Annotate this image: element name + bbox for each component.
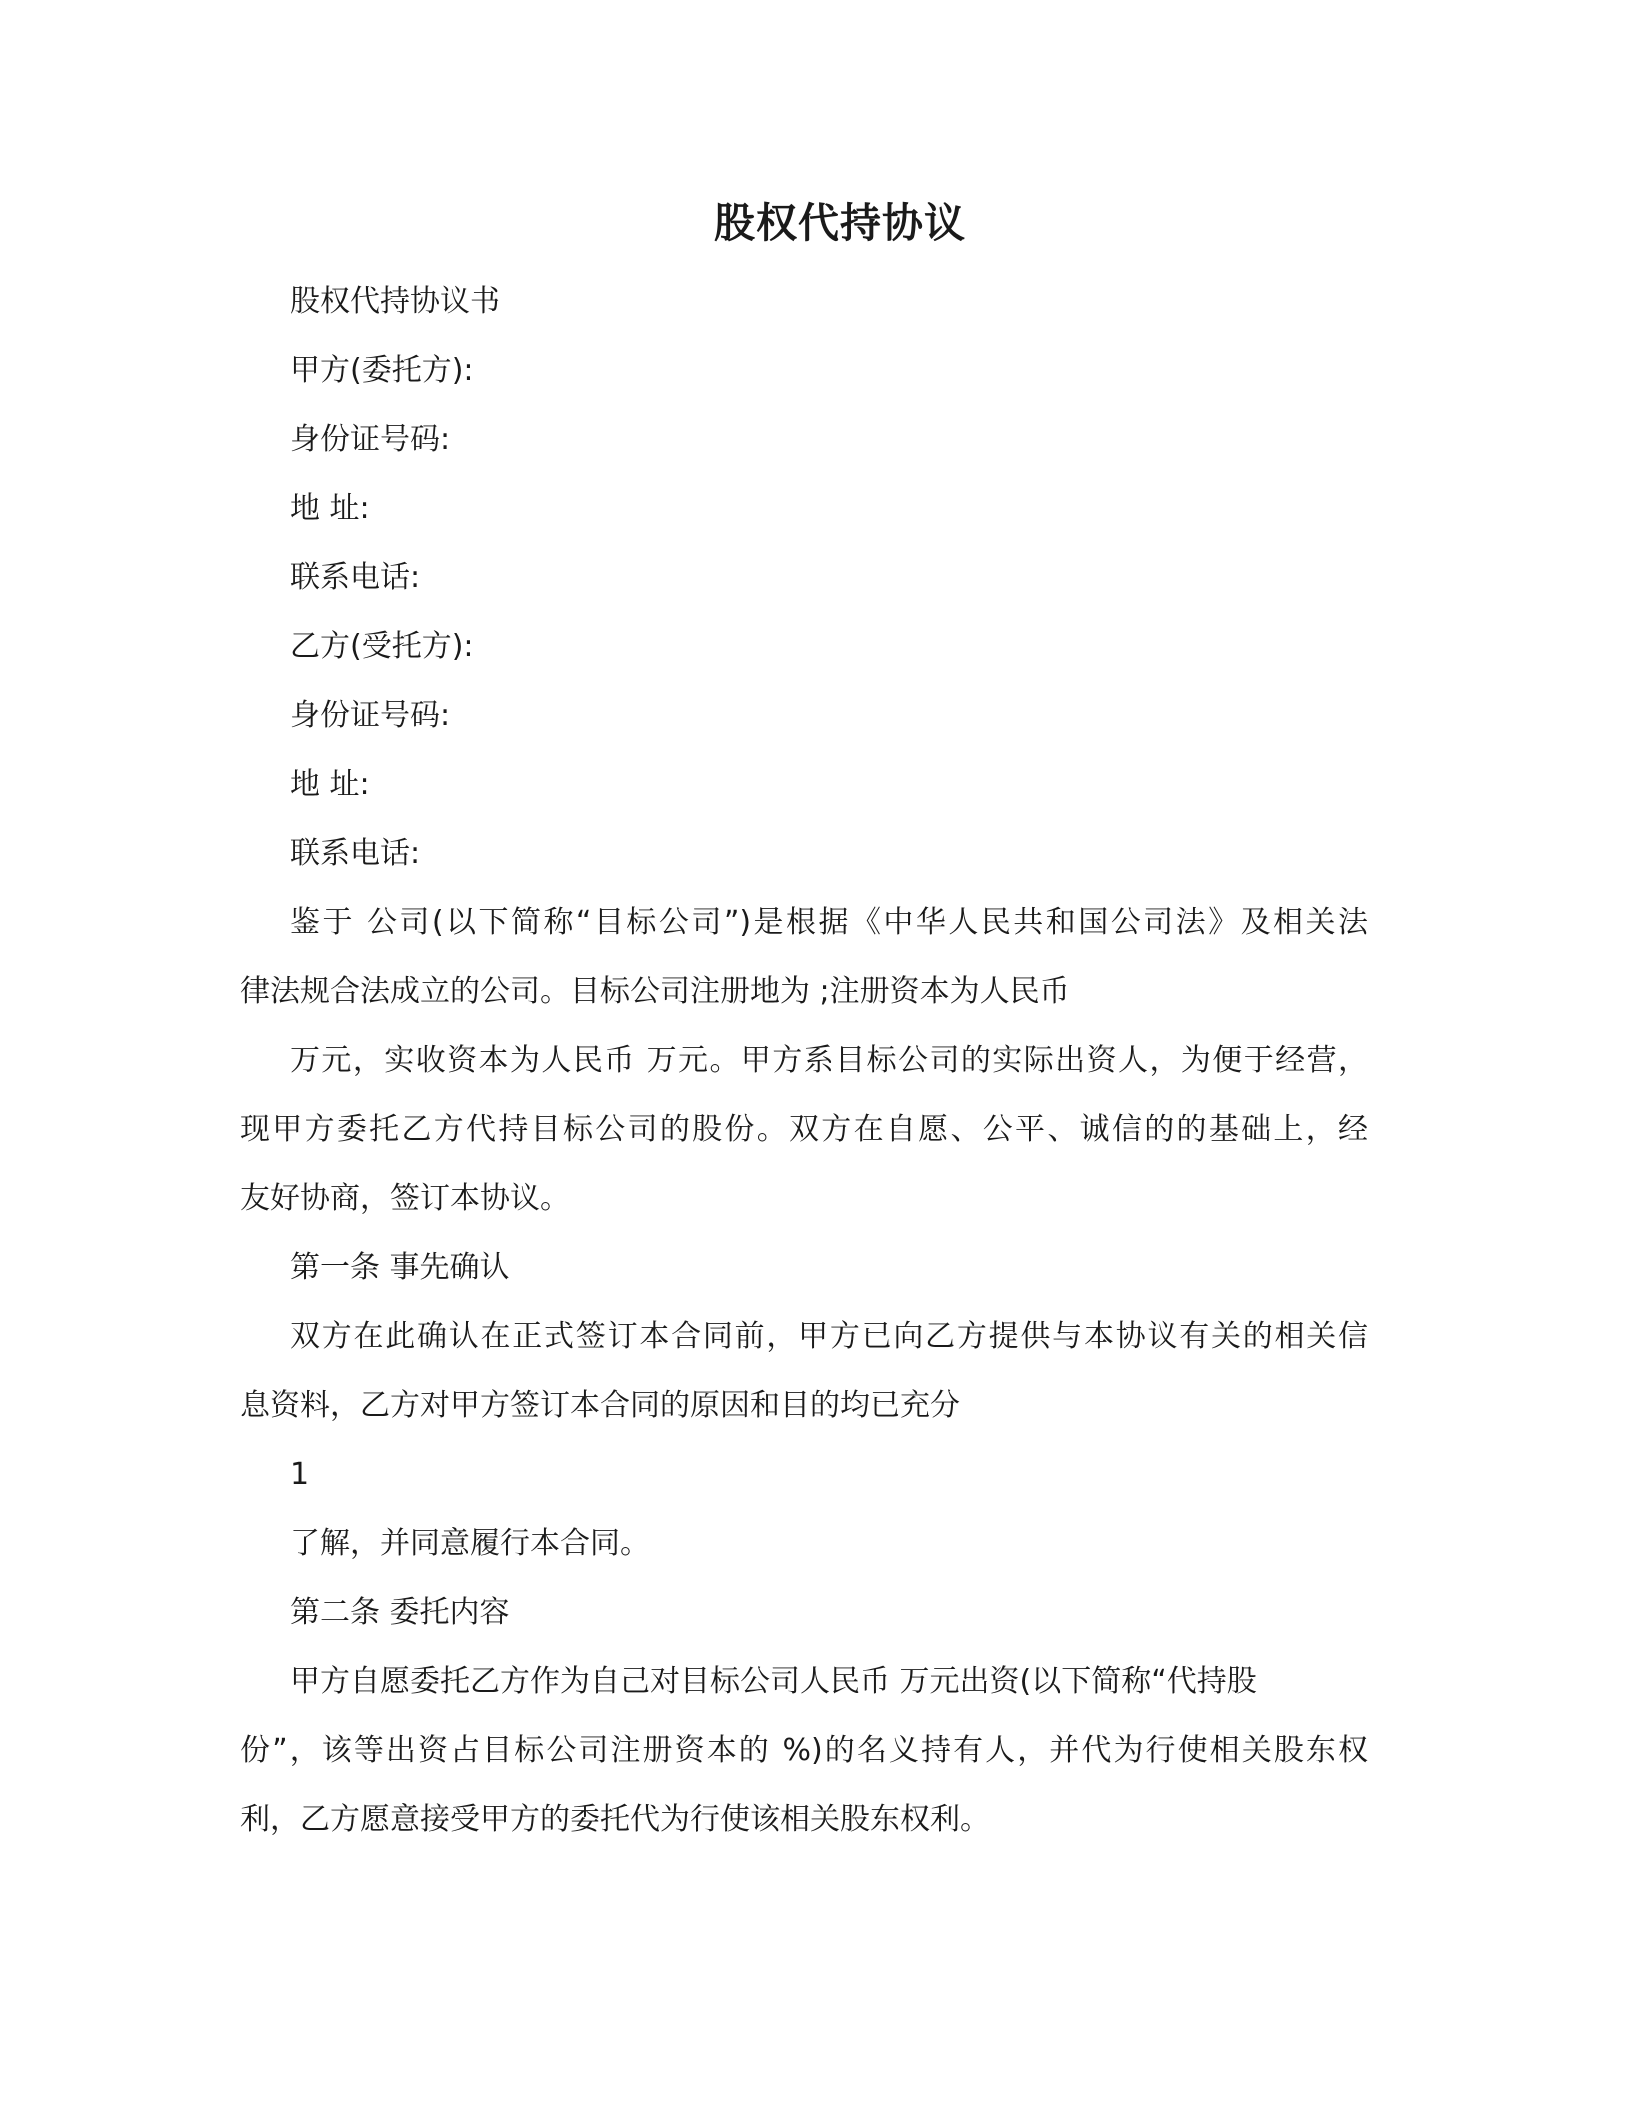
article-heading: 第一条 事先确认 <box>290 1250 510 1285</box>
paragraph-line: 息资料，乙方对甲方签订本合同的原因和目的均已充分 <box>240 1388 960 1423</box>
paragraph-line: 鉴于 公司(以下简称“目标公司”)是根据《中华人民共和国公司法》及相关法 <box>290 905 1368 940</box>
article-heading: 第二条 委托内容 <box>290 1595 510 1630</box>
document-title: 股权代持协议 <box>714 199 966 247</box>
subtitle-line: 股权代持协议书 <box>290 284 500 319</box>
paragraph-line: 了解，并同意履行本合同。 <box>290 1526 650 1561</box>
party-b-phone-label: 联系电话: <box>290 836 421 871</box>
page-number: 1 <box>290 1457 310 1492</box>
paragraph-line: 现甲方委托乙方代持目标公司的股份。双方在自愿、公平、诚信的的基础上，经 <box>240 1112 1368 1147</box>
party-b-id-label: 身份证号码: <box>290 698 451 733</box>
paragraph-line: 利，乙方愿意接受甲方的委托代为行使该相关股东权利。 <box>240 1802 990 1837</box>
paragraph-line: 友好协商，签订本协议。 <box>240 1181 570 1216</box>
party-b-address-label: 地 址: <box>290 767 370 802</box>
party-a-label: 甲方(委托方): <box>290 353 474 388</box>
party-b-label: 乙方(受托方): <box>290 629 474 664</box>
party-a-id-label: 身份证号码: <box>290 422 451 457</box>
party-a-address-label: 地 址: <box>290 491 370 526</box>
paragraph-line: 甲方自愿委托乙方作为自己对目标公司人民币 万元出资(以下简称“代持股 <box>290 1664 1257 1699</box>
paragraph-line: 律法规合法成立的公司。目标公司注册地为 ;注册资本为人民币 <box>240 974 1070 1009</box>
paragraph-line: 份”，该等出资占目标公司注册资本的 %)的名义持有人，并代为行使相关股东权 <box>240 1733 1368 1768</box>
paragraph-line: 万元，实收资本为人民币 万元。甲方系目标公司的实际出资人，为便于经营， <box>290 1043 1368 1078</box>
paragraph-line: 双方在此确认在正式签订本合同前，甲方已向乙方提供与本协议有关的相关信 <box>290 1319 1368 1354</box>
party-a-phone-label: 联系电话: <box>290 560 421 595</box>
